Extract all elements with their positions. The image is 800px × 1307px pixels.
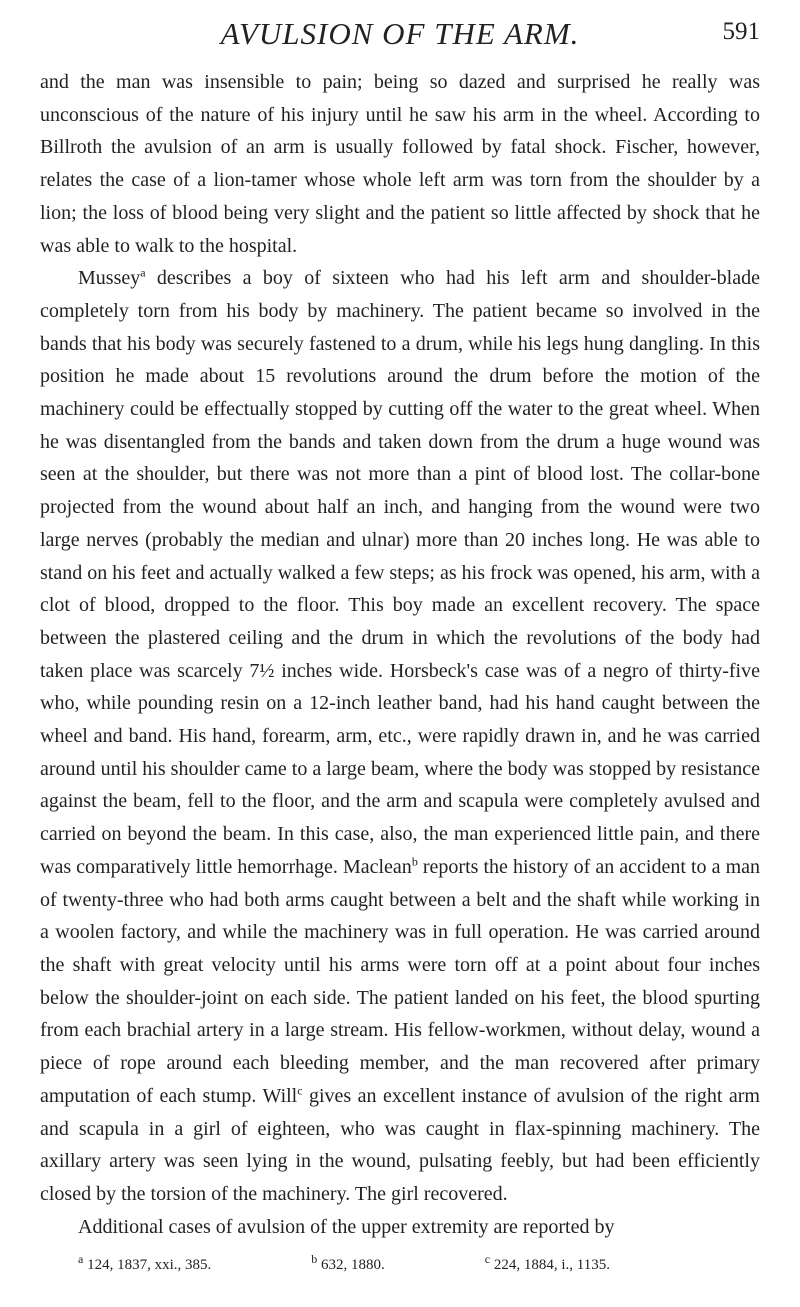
paragraph-text: gives an excellent instance of avulsion of the right arm and scapula in a girl of eighteen, who was caught in flax-spinning machinery. The axillary artery was seen lying in the wound, pulsating feebly, but had been efficiently closed by the torsion of the machinery. The girl recovered. [40,1084,760,1205]
footnote-mark: b [311,1252,318,1266]
paragraph [40,66,760,262]
running-title: AVULSION OF THE ARM. [220,16,580,51]
footnote-marker: a [140,265,146,280]
footnotes [78,1252,778,1274]
footnote-mark: a [78,1252,84,1266]
footnote-marker: c [297,1083,303,1098]
footnote [78,1252,212,1274]
footnote [484,1252,610,1274]
paragraph-text: Mussey [78,267,141,290]
footnote-text: 224, 1884, i., 1135. [490,1257,610,1273]
running-header [0,14,800,58]
paragraph-text: and the man was insensible to pain; being so dazed and surprised he really was unconscious of the nature of his injury until he saw his arm in the wheel. According to Billroth the avulsion of an arm is usually followed by fatal shock. Fischer, however, relates the case of a lion-tamer whose whole left arm was torn from the shoulder by a lion; the loss of blood being very slight and the patient so little affected by shock that he was able to walk to the hospital. [40,71,760,257]
footnote-text: 632, 1880. [317,1257,385,1273]
paragraph-text: Additional cases of avulsion of the upper extremity are reported by [78,1215,615,1238]
paragraph [40,262,760,1210]
body-text [40,66,760,1243]
paragraph-text: describes a boy of sixteen who had his left arm and shoulder-blade completely torn from his body by machinery. The patient became so involved in the bands that his body was securely fastened to a drum, while his legs hung dangling. In this position he made about 15 revolutions around the drum before the motion of the machinery could be effectually stopped by cutting off the water to the great wheel. When he was disentangled from the bands and taken down from the drum a huge wound was seen at the shoulder, but there was not more than a pint of blood lost. The collar-bone projected from the wound about half an inch, and hanging from the wound were two large nerves (probably the median and ulnar) more than 20 inches long. He was able to stand on his feet and actually walked a few steps; as his frock was opened, his arm, with a clot of blood, dropped to the floor. This boy made an excellent recovery. The space between the plastered ceiling and the drum in which the revolutions of the body had taken place was scarcely 7½ inches wide. Horsbeck's case was of a negro of thirty-five who, while pounding resin on a 12-inch leather band, had his hand caught between the wheel and band. His hand, forearm, arm, etc., were rapidly drawn in, and he was carried around until his shoulder came to a large beam, where the body was stopped by resistance against the beam, fell to the floor, and the arm and scapula were completely avulsed and carried on beyond the beam. In this case, also, the man experienced little pain, and there was comparatively little hemorrhage. Maclean [40,267,760,878]
page-number: 591 [722,18,760,45]
footnote-text: 124, 1837, xxi., 385. [83,1257,212,1273]
paragraph-text: reports the history of an accident to a man of twenty-three who had both arms caught between a belt and the shaft while working in a woolen factory, and while the machinery was in full operation. He was carried around the shaft with great velocity until his arms were torn off at a point about four inches below the shoulder-joint on each side. The patient landed on his feet, the blood spurting from each brachial artery in a large stream. His fellow-workmen, without delay, wound a piece of rope around each bleeding member, and the man recovered after primary amputation of each stump. Will [40,855,761,1107]
footnote [311,1252,385,1274]
paragraph [40,1211,760,1244]
footnote-marker: b [411,854,418,869]
footnote-mark: c [484,1252,491,1266]
